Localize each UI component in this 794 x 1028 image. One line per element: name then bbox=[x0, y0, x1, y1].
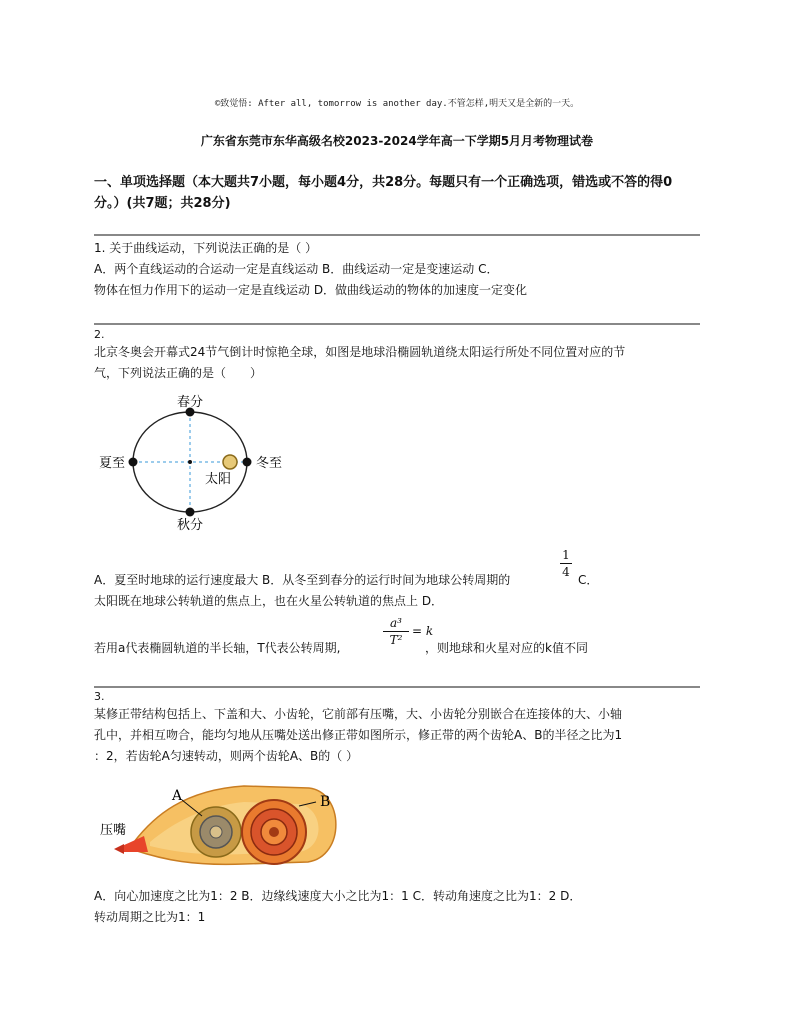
label-nozzle: 压嘴 bbox=[100, 823, 127, 838]
sun-icon bbox=[223, 455, 237, 469]
question-3 bbox=[94, 690, 706, 767]
winter-solstice-point bbox=[243, 458, 252, 467]
label-sun: 太阳 bbox=[204, 472, 232, 487]
nozzle-shape bbox=[122, 836, 148, 852]
question-1-options-line2: 物体在恒力作用下的运动一定是直线运动 D．做曲线运动的物体的加速度一定变化 bbox=[94, 283, 528, 297]
orbit-diagram bbox=[94, 392, 294, 534]
section-heading-line1: 一、单项选择题（本大题共7小题，每小题4分，共28分。每题只有一个正确选项，错选或不答的得0 bbox=[94, 175, 673, 190]
fraction-numerator: 1 bbox=[562, 548, 570, 562]
question-2-stem-line1: 北京冬奥会开幕式24节气倒计时惊艳全球，如图是地球沿椭圆轨道绕太阳运行所处不同位置对应的节 bbox=[94, 345, 626, 359]
label-spring: 春分 bbox=[176, 395, 204, 410]
question-3-stem-line2: 孔中，并相互吻合，能均匀地从压嘴处送出修正带如图所示，修正带的两个齿轮A、B的半径之比为1 bbox=[94, 728, 623, 742]
question-2-number: 2. bbox=[94, 328, 105, 341]
fraction-denominator: 4 bbox=[562, 565, 570, 579]
section-heading-line2: 分。）(共7题；共28分) bbox=[94, 196, 231, 211]
orbit-center-dot bbox=[188, 460, 192, 464]
question-3-number: 3. bbox=[94, 690, 105, 703]
question-2-option-c-label: C． bbox=[578, 573, 599, 587]
question-3-stem-line3: ：2，若齿轮A匀速转动，则两个齿轮A、B的（ ） bbox=[94, 749, 359, 763]
label-gear-a: A bbox=[172, 788, 183, 804]
question-3-stem-line1: 某修正带结构包括上、下盖和大、小齿轮，它前部有压嘴，大、小齿轮分别嵌合在连接体的大、小轴 bbox=[94, 707, 623, 721]
correction-tape-diagram bbox=[94, 776, 354, 872]
label-gear-b: B bbox=[320, 794, 331, 810]
page-motto: ©致觉悟: After all, tomorrow is another day.不管怎样,明天又是全新的一天。 bbox=[214, 99, 580, 109]
label-winter: 冬至 bbox=[256, 456, 283, 471]
fraction-one-quarter bbox=[560, 548, 572, 579]
question-1-options-line1: A．两个直线运动的合运动一定是直线运动 B．曲线运动一定是变速运动 C． bbox=[94, 262, 499, 276]
divider bbox=[94, 234, 700, 236]
question-3-options bbox=[94, 886, 706, 928]
question-1-stem: 1. 关于曲线运动，下列说法正确的是（ ） bbox=[94, 241, 318, 255]
autumn-equinox-point bbox=[186, 508, 195, 517]
gear-a-hub bbox=[210, 826, 222, 838]
summer-solstice-point bbox=[129, 458, 138, 467]
question-3-options-line2: 转动周期之比为1：1 bbox=[94, 910, 206, 924]
kepler-formula-fraction bbox=[383, 616, 409, 647]
divider bbox=[94, 323, 700, 325]
question-2-options-line1: A．夏至时地球的运行速度最大 B．从冬至到春分的运行时间为地球公转周期的 bbox=[94, 573, 511, 587]
divider bbox=[94, 686, 700, 688]
question-2 bbox=[94, 328, 706, 384]
section-heading bbox=[94, 172, 706, 214]
formula-denominator: T² bbox=[389, 633, 403, 647]
gear-b-hub bbox=[269, 827, 279, 837]
formula-rhs: = k bbox=[412, 624, 434, 638]
formula-numerator: a³ bbox=[390, 616, 402, 630]
nozzle-tip bbox=[114, 844, 124, 854]
question-3-options-line1: A．向心加速度之比为1：2 B．边缘线速度大小之比为1：1 C．转动角速度之比为1：2 D． bbox=[94, 889, 582, 903]
label-autumn: 秋分 bbox=[176, 518, 204, 533]
question-2-options-line3-tail: ，则地球和火星对应的k值不同 bbox=[425, 641, 588, 655]
label-summer: 夏至 bbox=[98, 456, 125, 471]
question-2-options-line2: 太阳既在地球公转轨道的焦点上，也在火星公转轨道的焦点上 D． bbox=[94, 594, 444, 608]
question-2-options-line3: 若用a代表椭圆轨道的半长轴，T代表公转周期, bbox=[94, 641, 341, 655]
page-title: 广东省东莞市东华高级名校2023-2024学年高一下学期5月月考物理试卷 bbox=[200, 134, 594, 148]
question-2-stem-line2: 气，下列说法正确的是（ ） bbox=[94, 366, 263, 380]
question-1 bbox=[94, 238, 706, 301]
